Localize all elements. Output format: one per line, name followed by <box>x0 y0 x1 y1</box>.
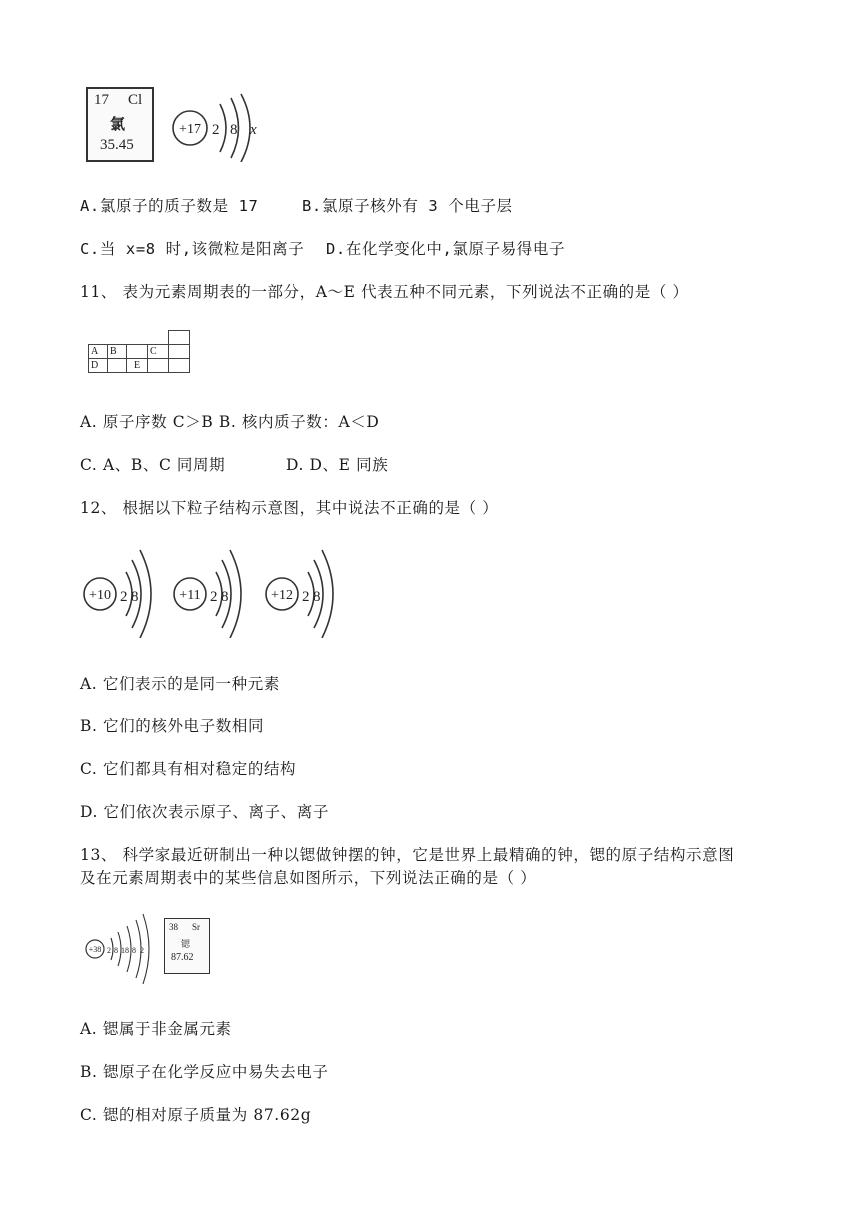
ion-structure-diagram-1 <box>82 546 164 638</box>
q11-option-d: D. D、E 同族 <box>286 456 389 474</box>
element-number: 17 <box>94 92 109 108</box>
shell-1-count: 2 <box>212 122 220 138</box>
q13-stem-line-1: 13、 科学家最近研制出一种以锶做钟摆的钟，它是世界上最精确的钟，锶的原子结构示意图 <box>80 846 735 864</box>
q10-option-c: C.当 x=8 时,该微粒是阳离子 <box>80 240 305 258</box>
table-cell-c: C <box>147 344 169 359</box>
table-cell-empty <box>168 344 190 359</box>
q10-option-a: A.氯原子的质子数是 17 <box>80 197 259 215</box>
table-cell-empty <box>107 358 127 373</box>
q10-option-d: D.在化学变化中,氯原子易得电子 <box>326 240 566 258</box>
strontium-atom-structure-diagram <box>84 912 156 984</box>
q12-option-b: B. 它们的核外电子数相同 <box>80 717 265 735</box>
strontium-element-card <box>164 918 210 974</box>
nucleus-charge: +12 <box>271 588 293 603</box>
ion-structure-diagram-2 <box>172 546 254 638</box>
shell-2-count: 8 <box>313 589 321 605</box>
table-cell-b: B <box>107 344 127 359</box>
q11-option-ab: A. 原子序数 C＞B B. 核内质子数：A＜D <box>80 413 380 431</box>
q12-option-c: C. 它们都具有相对稳定的结构 <box>80 760 297 778</box>
shell-3-count: 18 <box>121 946 129 955</box>
element-symbol: Sr <box>192 922 201 932</box>
element-mass: 87.62 <box>171 952 194 963</box>
element-symbol: Cl <box>128 92 143 108</box>
q13-option-a: A. 锶属于非金属元素 <box>80 1020 232 1038</box>
q12-option-a: A. 它们表示的是同一种元素 <box>80 675 280 693</box>
table-cell-d: D <box>88 358 108 373</box>
q12-stem: 12、 根据以下粒子结构示意图，其中说法不正确的是（ ） <box>80 499 499 517</box>
shell-2-count: 8 <box>131 589 139 605</box>
table-cell-empty <box>147 358 169 373</box>
shell-3-count: x <box>250 122 257 138</box>
element-name: 锶 <box>181 940 191 950</box>
element-mass: 35.45 <box>100 137 134 153</box>
nucleus-charge: +11 <box>179 588 201 603</box>
shell-4-count: 8 <box>132 946 136 955</box>
q12-option-d: D. 它们依次表示原子、离子、离子 <box>80 803 329 821</box>
shell-1-count: 2 <box>120 589 128 605</box>
table-cell-e: E <box>126 358 148 373</box>
shell-1-count: 2 <box>210 589 218 605</box>
nucleus-charge: +38 <box>88 945 102 954</box>
nucleus-charge: +17 <box>179 122 201 137</box>
table-cell-empty <box>168 358 190 373</box>
shell-2-count: 8 <box>230 122 238 138</box>
q13-option-c: C. 锶的相对原子质量为 87.62g <box>80 1106 312 1124</box>
chlorine-atom-structure-diagram <box>168 90 268 162</box>
ion-structure-diagram-3 <box>264 546 346 638</box>
table-cell-top-tall <box>168 330 190 345</box>
chlorine-element-card <box>86 87 154 162</box>
shell-5-count: 2 <box>140 946 144 955</box>
q11-option-c: C. A、B、C 同周期 <box>80 456 226 474</box>
q13-stem-line-2: 及在元素周期表中的某些信息如图所示，下列说法正确的是（ ） <box>80 869 537 887</box>
shell-2-count: 8 <box>221 589 229 605</box>
shell-2-count: 8 <box>114 946 118 955</box>
shell-1-count: 2 <box>302 589 310 605</box>
q10-option-b: B.氯原子核外有 3 个电子层 <box>302 197 513 215</box>
q11-stem: 11、 表为元素周期表的一部分，A～E 代表五种不同元素，下列说法不正确的是（ ） <box>80 283 689 301</box>
shell-1-count: 2 <box>107 946 111 955</box>
table-cell-empty <box>126 344 148 359</box>
nucleus-charge: +10 <box>89 588 111 603</box>
element-number: 38 <box>169 922 178 932</box>
table-cell-a: A <box>88 344 108 359</box>
q13-option-b: B. 锶原子在化学反应中易失去电子 <box>80 1063 329 1081</box>
element-name: 氯 <box>110 115 126 133</box>
